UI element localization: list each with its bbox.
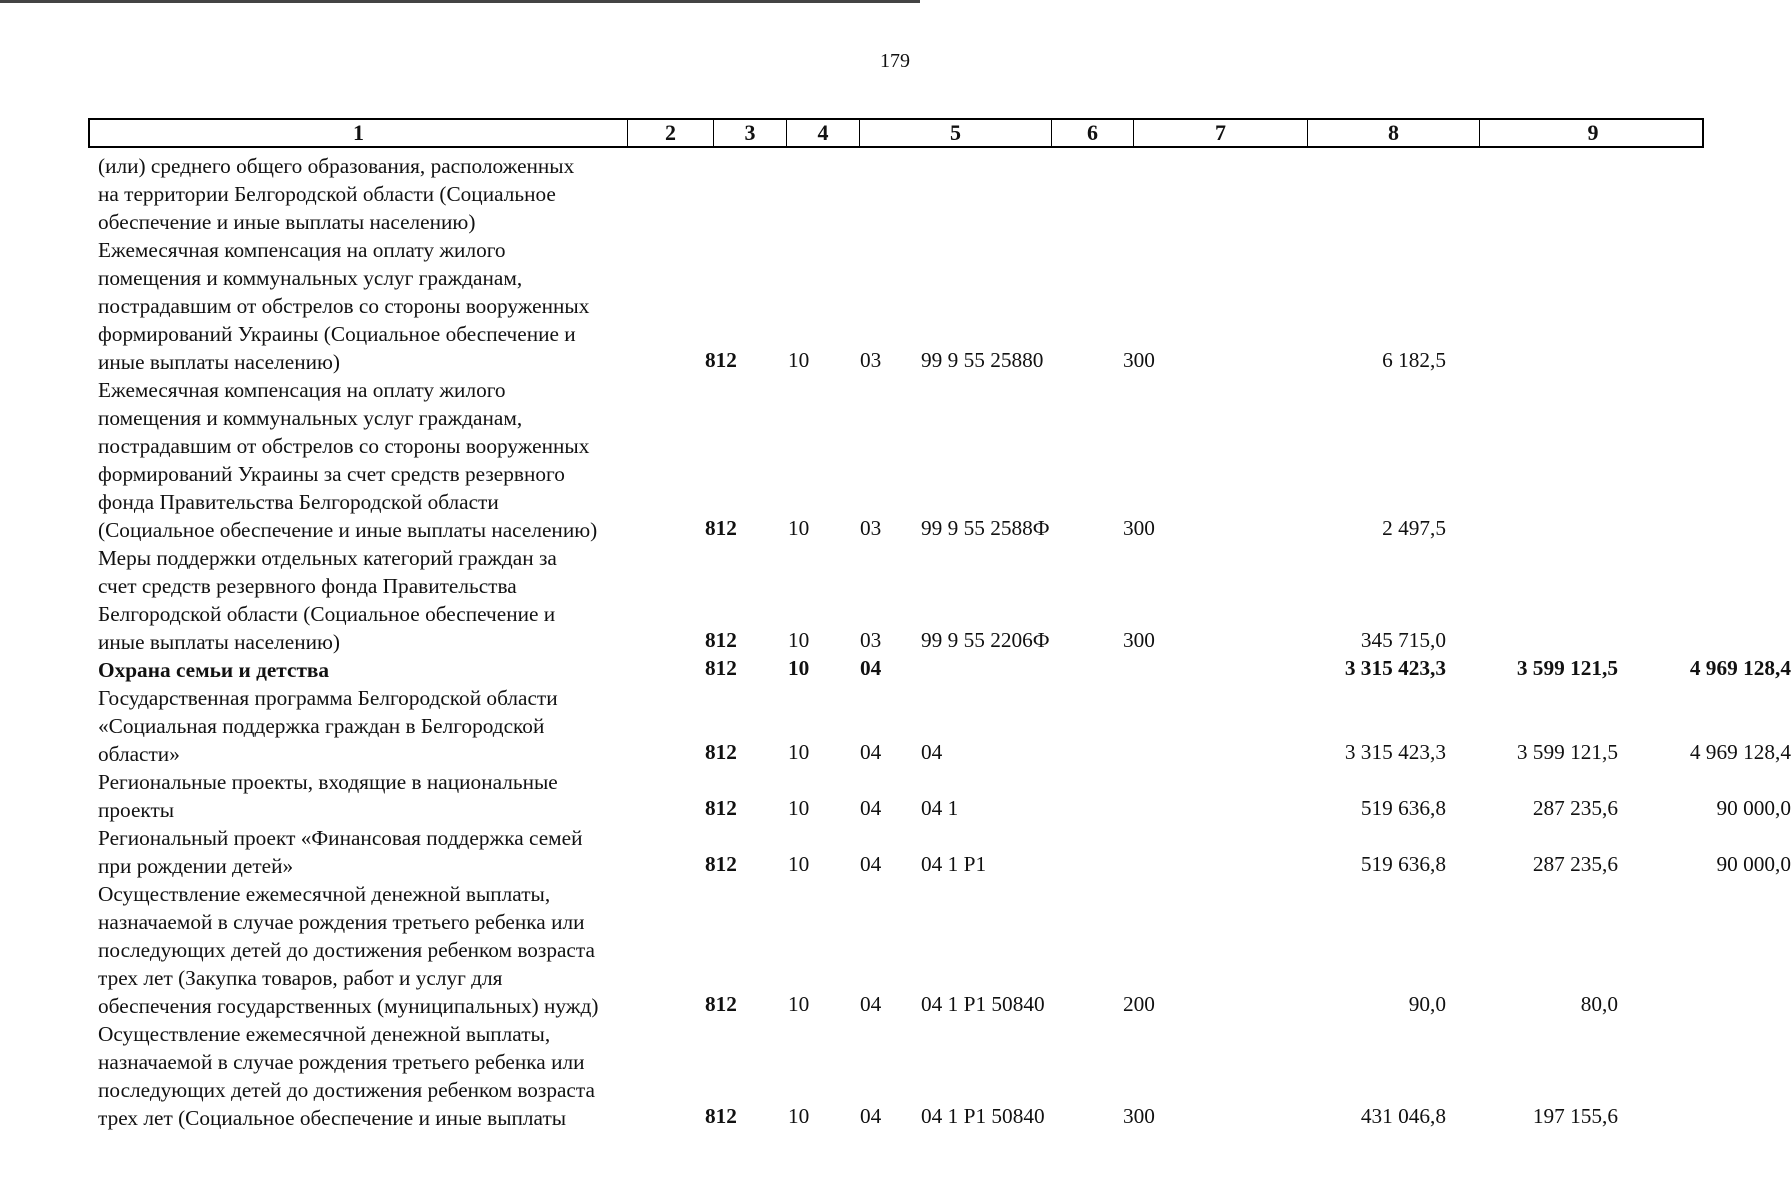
cell-c5: 99 9 55 2588Ф: [921, 516, 1050, 540]
description-line: фонда Правительства Белгородской области: [98, 490, 499, 514]
cell-c7: 3 315 423,3: [1344, 656, 1446, 680]
row-description: [98, 768, 670, 824]
description-line: «Социальная поддержка граждан в Белгородской: [98, 714, 545, 738]
description-line: помещения и коммунальных услуг гражданам,: [98, 406, 523, 430]
description-line: назначаемой в случае рождения третьего ребенка или: [98, 910, 585, 934]
cell-c4: 03: [860, 348, 882, 372]
cell-c5: 04 1 P1: [921, 852, 987, 876]
description-line: пострадавшим от обстрелов со стороны вооруженных: [98, 294, 590, 318]
table-row: [98, 376, 1698, 544]
cell-c3: 10: [788, 852, 810, 876]
description-line: Белгородской области (Социальное обеспечение и: [98, 602, 556, 626]
cell-c8: 3 599 121,5: [1516, 740, 1618, 764]
cell-c8: 287 235,6: [1532, 852, 1618, 876]
description-line: пострадавшим от обстрелов со стороны вооруженных: [98, 434, 590, 458]
table-row: [98, 684, 1791, 768]
description-line: назначаемой в случае рождения третьего ребенка или: [98, 1050, 585, 1074]
description-line: Охрана семьи и детства: [98, 658, 330, 682]
table-row: [98, 656, 1791, 684]
description-line: формирований Украины за счет средств резервного: [98, 462, 565, 486]
cell-c2: 812: [705, 1104, 737, 1128]
cell-c7: 519 636,8: [1360, 852, 1446, 876]
cell-c2: 812: [705, 740, 737, 764]
table-header: [88, 118, 1704, 148]
cell-c5: 99 9 55 2206Ф: [921, 628, 1050, 652]
description-line: обеспечения государственных (муниципальных) нужд): [98, 994, 599, 1018]
cell-c7: 519 636,8: [1360, 796, 1446, 820]
cell-c7: 6 182,5: [1382, 348, 1446, 372]
description-line: на территории Белгородской области (Социальное: [98, 182, 556, 206]
cell-c6: 300: [1123, 348, 1155, 372]
description-line: Региональные проекты, входящие в национальные: [98, 770, 558, 794]
header-col-4: 4: [787, 120, 860, 146]
cell-c8: 80,0: [1580, 992, 1618, 1016]
description-line: трех лет (Закупка товаров, работ и услуг для: [98, 966, 503, 990]
description-line: Меры поддержки отдельных категорий граждан за: [98, 546, 557, 570]
row-description: [98, 376, 670, 544]
cell-c3: 10: [788, 516, 810, 540]
header-col-2: 2: [628, 120, 714, 146]
cell-c3: 10: [788, 1104, 810, 1128]
cell-c2: 812: [705, 852, 737, 876]
cell-c2: 812: [705, 656, 737, 680]
table-body: [98, 152, 1791, 1132]
cell-c3: 10: [788, 628, 810, 652]
cell-c8: 287 235,6: [1532, 796, 1618, 820]
description-line: (Социальное обеспечение и иные выплаты населению): [98, 518, 598, 542]
table-row: [98, 1020, 1698, 1132]
row-description: [98, 824, 670, 880]
cell-c8: 3 599 121,5: [1516, 656, 1618, 680]
header-col-3: 3: [714, 120, 787, 146]
cell-c3: 10: [788, 656, 810, 680]
page-number: 179: [880, 50, 910, 72]
table-row: [98, 544, 1698, 656]
description-line: Ежемесячная компенсация на оплату жилого: [98, 378, 506, 402]
header-col-1: 1: [90, 120, 628, 146]
cell-c5: 99 9 55 25880: [921, 348, 1044, 372]
cell-c7: 2 497,5: [1382, 516, 1446, 540]
description-line: области»: [98, 742, 180, 766]
table-row: [98, 880, 1698, 1020]
cell-c3: 10: [788, 740, 810, 764]
description-line: последующих детей до достижения ребенком возраста: [98, 938, 595, 962]
cell-c2: 812: [705, 992, 737, 1016]
row-description: [98, 236, 670, 376]
cell-c5: 04 1 P1 50840: [921, 992, 1045, 1016]
description-line: иные выплаты населению): [98, 350, 341, 374]
row-description: [98, 656, 670, 684]
cell-c9: 4 969 128,4: [1689, 656, 1791, 680]
row-description: [98, 544, 670, 656]
cell-c8: 197 155,6: [1532, 1104, 1618, 1128]
cell-c9: 4 969 128,4: [1689, 740, 1791, 764]
cell-c6: 300: [1123, 628, 1155, 652]
description-line: счет средств резервного фонда Правительства: [98, 574, 517, 598]
description-line: (или) среднего общего образования, расположенных: [98, 154, 575, 178]
cell-c4: 04: [860, 656, 882, 680]
description-line: последующих детей до достижения ребенком возраста: [98, 1078, 595, 1102]
description-line: помещения и коммунальных услуг гражданам,: [98, 266, 523, 290]
description-line: Ежемесячная компенсация на оплату жилого: [98, 238, 506, 262]
description-line: Государственная программа Белгородской области: [98, 686, 558, 710]
description-line: обеспечение и иные выплаты населению): [98, 210, 476, 234]
cell-c7: 90,0: [1408, 992, 1446, 1016]
cell-c5: 04: [921, 740, 943, 764]
row-description: [98, 880, 670, 1020]
cell-c9: 90 000,0: [1716, 852, 1791, 876]
cell-c5: 04 1: [921, 796, 959, 820]
cell-c7: 3 315 423,3: [1344, 740, 1446, 764]
description-line: Осуществление ежемесячной денежной выплаты,: [98, 882, 551, 906]
cell-c2: 812: [705, 628, 737, 652]
cell-c4: 04: [860, 796, 882, 820]
cell-c2: 812: [705, 516, 737, 540]
cell-c4: 04: [860, 992, 882, 1016]
cell-c4: 04: [860, 740, 882, 764]
header-col-6: 6: [1052, 120, 1134, 146]
description-line: Осуществление ежемесячной денежной выплаты,: [98, 1022, 551, 1046]
cell-c9: 90 000,0: [1716, 796, 1791, 820]
cell-c2: 812: [705, 796, 737, 820]
description-line: трех лет (Социальное обеспечение и иные выплаты: [98, 1106, 567, 1130]
row-description: [98, 152, 670, 236]
table-row: [98, 768, 1791, 824]
header-col-9: 9: [1587, 120, 1599, 145]
header-col-5: 5: [860, 120, 1052, 146]
cell-c7: 431 046,8: [1360, 1104, 1446, 1128]
cell-c4: 04: [860, 852, 882, 876]
cell-c4: 03: [860, 628, 882, 652]
cell-c4: 04: [860, 1104, 882, 1128]
cell-c4: 03: [860, 516, 882, 540]
cell-c5: 04 1 P1 50840: [921, 1104, 1045, 1128]
cell-c6: 200: [1123, 992, 1155, 1016]
cell-c6: 300: [1123, 516, 1155, 540]
table-row: [98, 152, 1698, 236]
header-col-8: 8: [1308, 120, 1480, 146]
description-line: формирований Украины (Социальное обеспечение и: [98, 322, 576, 346]
cell-c6: 300: [1123, 1104, 1155, 1128]
table-row: [98, 824, 1791, 880]
cell-c3: 10: [788, 348, 810, 372]
cell-c7: 345 715,0: [1360, 628, 1446, 652]
description-line: при рождении детей»: [98, 854, 294, 878]
row-description: [98, 1020, 670, 1132]
description-line: проекты: [98, 798, 175, 822]
row-description: [98, 684, 670, 768]
description-line: иные выплаты населению): [98, 630, 341, 654]
cell-c3: 10: [788, 796, 810, 820]
table-row: [98, 236, 1698, 376]
scan-top-border: [0, 0, 920, 3]
description-line: Региональный проект «Финансовая поддержка семей: [98, 826, 583, 850]
cell-c2: 812: [705, 348, 737, 372]
header-col-7: 7: [1134, 120, 1308, 146]
cell-c3: 10: [788, 992, 810, 1016]
